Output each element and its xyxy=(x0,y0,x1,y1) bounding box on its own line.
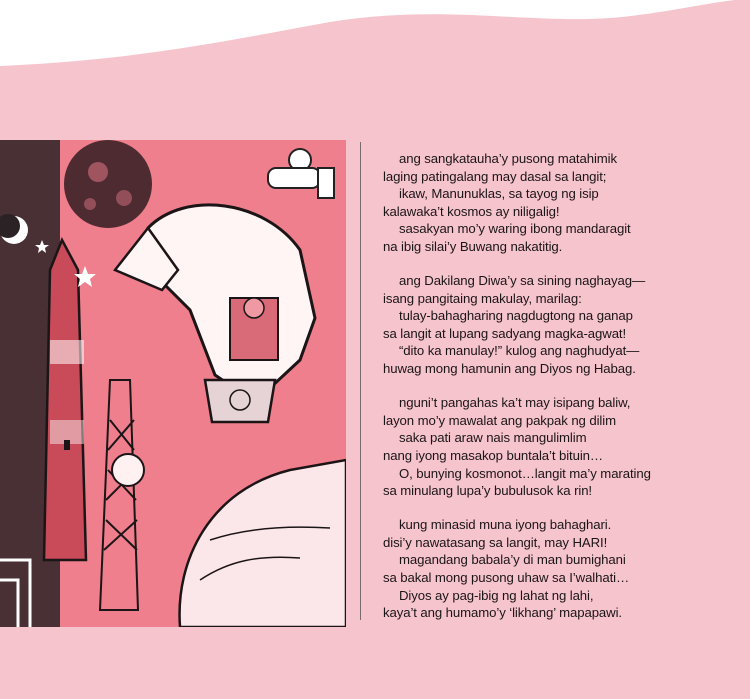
poem-line: kaya’t ang humamo’y ‘likhang’ mapapawi. xyxy=(383,605,622,621)
poem-line: sa minulang lupa’y bubulusok ka rin! xyxy=(383,483,592,499)
rocket-astronaut-illustration xyxy=(0,140,346,627)
column-divider xyxy=(360,142,361,620)
poem-line: disi’y nawatasang sa langit, may HARI! xyxy=(383,534,608,550)
poem-line: laging patingalang may dasal sa langit; xyxy=(383,168,607,184)
poem-stanza xyxy=(383,394,723,500)
poem-line: na ibig silai’y Buwang nakatitig. xyxy=(383,238,563,254)
poem-line: ang Dakilang Diwa’y sa sining naghayag— xyxy=(399,273,646,289)
poem-line: nguni’t pangahas ka’t may isipang baliw, xyxy=(399,395,631,411)
poem-line: isang pangitaing makulay, marilag: xyxy=(383,290,582,306)
poem-line: “dito ka manulay!” kulog ang naghudyat— xyxy=(399,343,640,359)
poem-stanza xyxy=(383,516,723,622)
poem-text xyxy=(383,150,723,638)
poem-stanza xyxy=(383,272,723,378)
poem-line: saka pati araw nais mangulimlim xyxy=(399,430,587,446)
rocket-icon xyxy=(44,240,86,560)
poem-line: huwag mong hamunin ang Diyos ng Habag. xyxy=(383,361,636,377)
poem-line: nang iyong masakop buntala’t bituin… xyxy=(383,447,604,463)
poem-line: sa bakal mong pusong uhaw sa I’walhati… xyxy=(383,569,630,585)
poem-line: ikaw, Manunuklas, sa tayog ng isip xyxy=(399,186,599,202)
poem-line: magandang babala’y di man bumighani xyxy=(399,552,626,568)
poem-line: sa langit at lupang sadyang magka-agwat! xyxy=(383,325,627,341)
poem-line: kalawaka’t kosmos ay niligalig! xyxy=(383,203,560,219)
poem-line: sasakyan mo’y waring ibong mandaragit xyxy=(399,221,631,237)
poem-line: kung minasid muna iyong bahaghari. xyxy=(399,517,612,533)
poem-line: tulay-bahagharing nagdugtong na ganap xyxy=(399,308,633,324)
poem-line: layon mo’y mawalat ang pakpak ng dilim xyxy=(383,412,616,428)
poem-line: Diyos ay pag-ibig ng lahat ng lahi, xyxy=(399,587,594,603)
poem-line: O, bunying kosmonot…langit ma’y marating xyxy=(399,465,651,481)
poem-stanza xyxy=(383,150,723,256)
poem-line: ang sangkatauha’y pusong matahimik xyxy=(399,151,617,166)
